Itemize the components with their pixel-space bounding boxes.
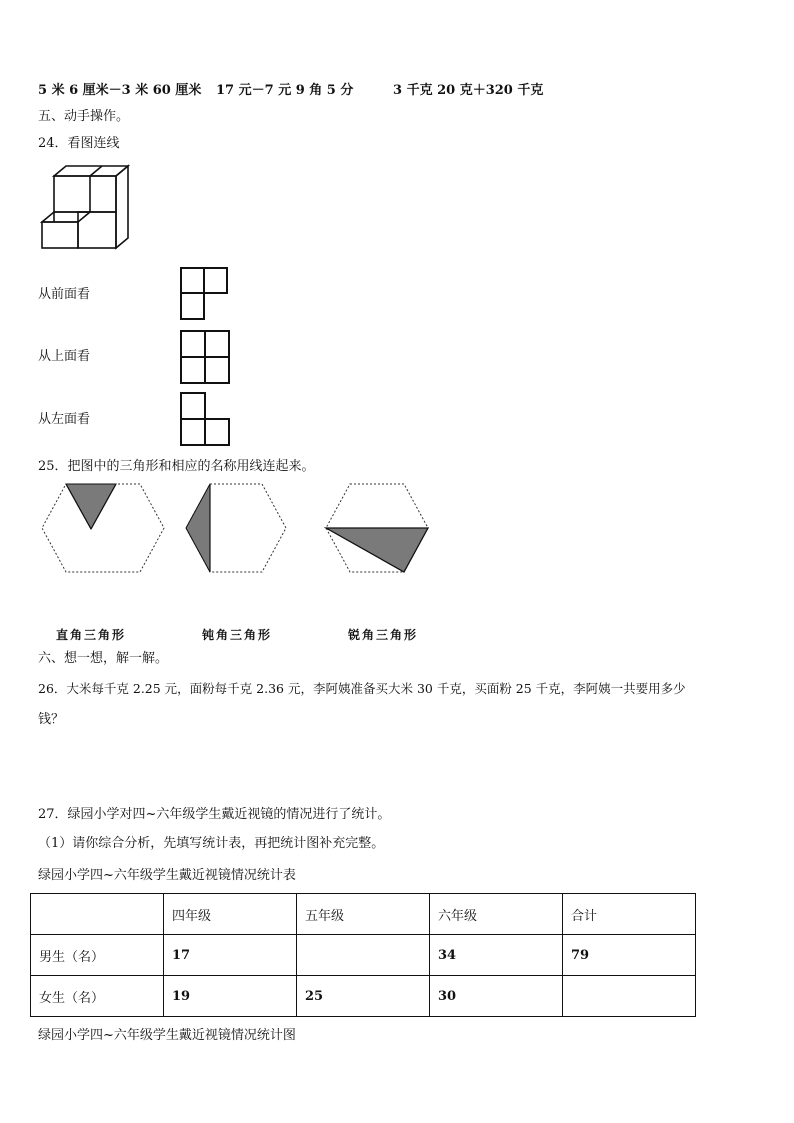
q27-sub-1: （1）请你综合分析，先填写统计表，再把统计图补充完整。 xyxy=(38,836,385,851)
expr-3: 3 千克 20 克＋320 千克 xyxy=(393,83,544,98)
q27-title: 27．绿园小学对四~六年级学生戴近视镜的情况进行了统计。 xyxy=(38,807,391,822)
table-cell: 25 xyxy=(297,976,430,1017)
view-label-top: 从上面看 xyxy=(38,349,91,364)
table-cell-blank[interactable] xyxy=(563,976,696,1017)
q26-line-1: 26．大米每千克 2.25 元，面粉每千克 2.36 元，李阿姨准备买大米 30 千克，买面粉 25 千克，李阿姨一共要用多少 xyxy=(38,681,686,696)
table-header-grade5: 五年级 xyxy=(297,894,430,935)
table-row xyxy=(31,976,696,1017)
view-front-shape xyxy=(180,266,232,322)
table-cell-blank[interactable] xyxy=(297,935,430,976)
hexagon-3 xyxy=(324,480,454,580)
table-row xyxy=(31,935,696,976)
table-cell: 79 xyxy=(563,935,696,976)
cube-front-upper xyxy=(54,176,116,212)
q24-title: 24．看图连线 xyxy=(38,136,120,151)
expr-1: 5 米 6 厘米－3 米 60 厘米 xyxy=(38,83,202,98)
table-cell: 34 xyxy=(430,935,563,976)
stats-table xyxy=(30,893,696,1017)
table-header-grade6: 六年级 xyxy=(430,894,563,935)
table-cell: 30 xyxy=(430,976,563,1017)
hexagon-1 xyxy=(40,480,170,580)
cube-right-face xyxy=(116,166,128,248)
view-left-shape xyxy=(180,391,232,447)
table-cell: 17 xyxy=(164,935,297,976)
view-label-front: 从前面看 xyxy=(38,287,91,302)
chart-caption: 绿园小学四~六年级学生戴近视镜情况统计图 xyxy=(38,1028,296,1043)
label-acute-triangle: 锐角三角形 xyxy=(348,628,419,642)
hexagon-2 xyxy=(180,480,310,580)
table-header-total: 合计 xyxy=(563,894,696,935)
label-right-triangle: 直角三角形 xyxy=(56,628,127,642)
obtuse-triangle-shaded xyxy=(186,484,210,572)
right-triangle-shaded xyxy=(66,484,116,529)
expr-2: 17 元－7 元 9 角 5 分 xyxy=(216,83,354,98)
label-obtuse-triangle: 钝角三角形 xyxy=(202,628,273,642)
section-5-heading: 五、动手操作。 xyxy=(38,109,130,124)
acute-triangle-shaded xyxy=(326,528,428,572)
q26-line-2: 钱？ xyxy=(38,712,65,727)
table-header-grade4: 四年级 xyxy=(164,894,297,935)
table-cell: 19 xyxy=(164,976,297,1017)
table-header-row xyxy=(31,894,696,935)
q25-title: 25．把图中的三角形和相应的名称用线连起来。 xyxy=(38,459,315,474)
table-row-label: 男生（名） xyxy=(31,935,164,976)
table-caption: 绿园小学四~六年级学生戴近视镜情况统计表 xyxy=(38,868,296,883)
table-cell xyxy=(31,894,164,935)
table-row-label: 女生（名） xyxy=(31,976,164,1017)
cube-figure xyxy=(40,162,140,262)
section-6-heading: 六、想一想，解一解。 xyxy=(38,651,169,666)
view-label-left: 从左面看 xyxy=(38,412,91,427)
view-top-shape xyxy=(180,329,232,385)
